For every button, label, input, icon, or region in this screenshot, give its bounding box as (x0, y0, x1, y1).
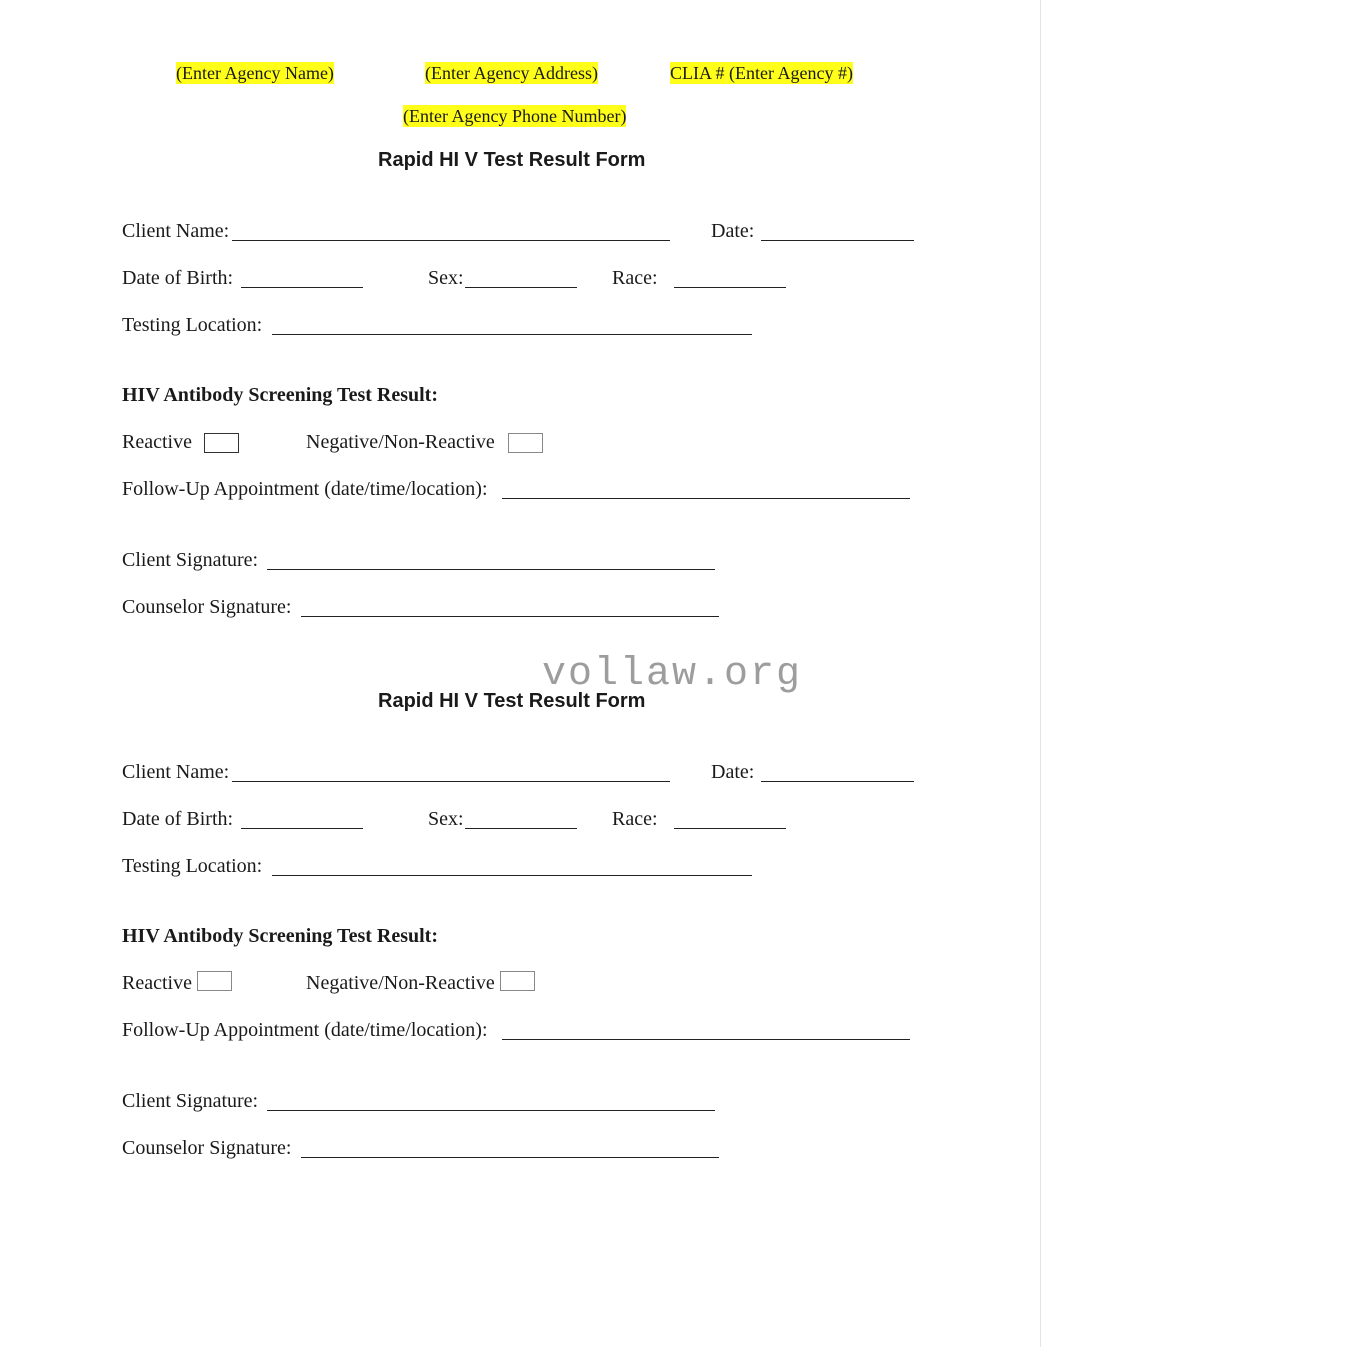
testing-location-field[interactable] (272, 334, 752, 335)
agency-name-placeholder: (Enter Agency Name) (176, 63, 334, 83)
dob-label: Date of Birth: (122, 267, 234, 289)
counselor-signature-field[interactable] (301, 616, 719, 617)
agency-address-placeholder: (Enter Agency Address) (425, 63, 598, 83)
followup-label: Follow-Up Appointment (date/time/location): (122, 1019, 488, 1041)
sex-label: Sex: (428, 267, 464, 289)
testing-location-label: Testing Location: (122, 855, 263, 877)
sex-label: Sex: (428, 808, 464, 830)
result-heading: HIV Antibody Screening Test Result: (122, 384, 438, 406)
sex-field[interactable] (465, 828, 577, 829)
date-field[interactable] (761, 781, 914, 782)
negative-label: Negative/Non-Reactive (306, 431, 495, 453)
form-title: Rapid HI V Test Result Form (378, 690, 646, 712)
dob-label: Date of Birth: (122, 808, 234, 830)
agency-phone-placeholder: (Enter Agency Phone Number) (403, 106, 627, 126)
negative-checkbox[interactable] (508, 433, 543, 453)
counselor-signature-label: Counselor Signature: (122, 1137, 292, 1159)
client-signature-label: Client Signature: (122, 1090, 259, 1112)
reactive-checkbox[interactable] (197, 971, 232, 991)
date-label: Date: (711, 761, 755, 783)
client-name-field[interactable] (232, 240, 670, 241)
race-field[interactable] (674, 828, 786, 829)
followup-field[interactable] (502, 1039, 910, 1040)
negative-checkbox[interactable] (500, 971, 535, 991)
counselor-signature-field[interactable] (301, 1157, 719, 1158)
testing-location-label: Testing Location: (122, 314, 263, 336)
race-label: Race: (612, 267, 658, 289)
negative-label: Negative/Non-Reactive (306, 972, 495, 994)
watermark: vollaw.org (542, 652, 803, 697)
reactive-label: Reactive (122, 972, 192, 994)
reactive-checkbox[interactable] (204, 433, 239, 453)
clia-number-placeholder: CLIA # (Enter Agency #) (670, 63, 853, 83)
dob-field[interactable] (241, 828, 363, 829)
page-edge (1040, 0, 1041, 1347)
client-name-label: Client Name: (122, 220, 230, 242)
client-signature-field[interactable] (267, 1110, 715, 1111)
client-signature-field[interactable] (267, 569, 715, 570)
reactive-label: Reactive (122, 431, 192, 453)
form-title: Rapid HI V Test Result Form (378, 149, 646, 171)
followup-label: Follow-Up Appointment (date/time/location): (122, 478, 488, 500)
race-label: Race: (612, 808, 658, 830)
followup-field[interactable] (502, 498, 910, 499)
client-signature-label: Client Signature: (122, 549, 259, 571)
testing-location-field[interactable] (272, 875, 752, 876)
date-label: Date: (711, 220, 755, 242)
race-field[interactable] (674, 287, 786, 288)
client-name-label: Client Name: (122, 761, 230, 783)
sex-field[interactable] (465, 287, 577, 288)
dob-field[interactable] (241, 287, 363, 288)
client-name-field[interactable] (232, 781, 670, 782)
date-field[interactable] (761, 240, 914, 241)
result-heading: HIV Antibody Screening Test Result: (122, 925, 438, 947)
counselor-signature-label: Counselor Signature: (122, 596, 292, 618)
